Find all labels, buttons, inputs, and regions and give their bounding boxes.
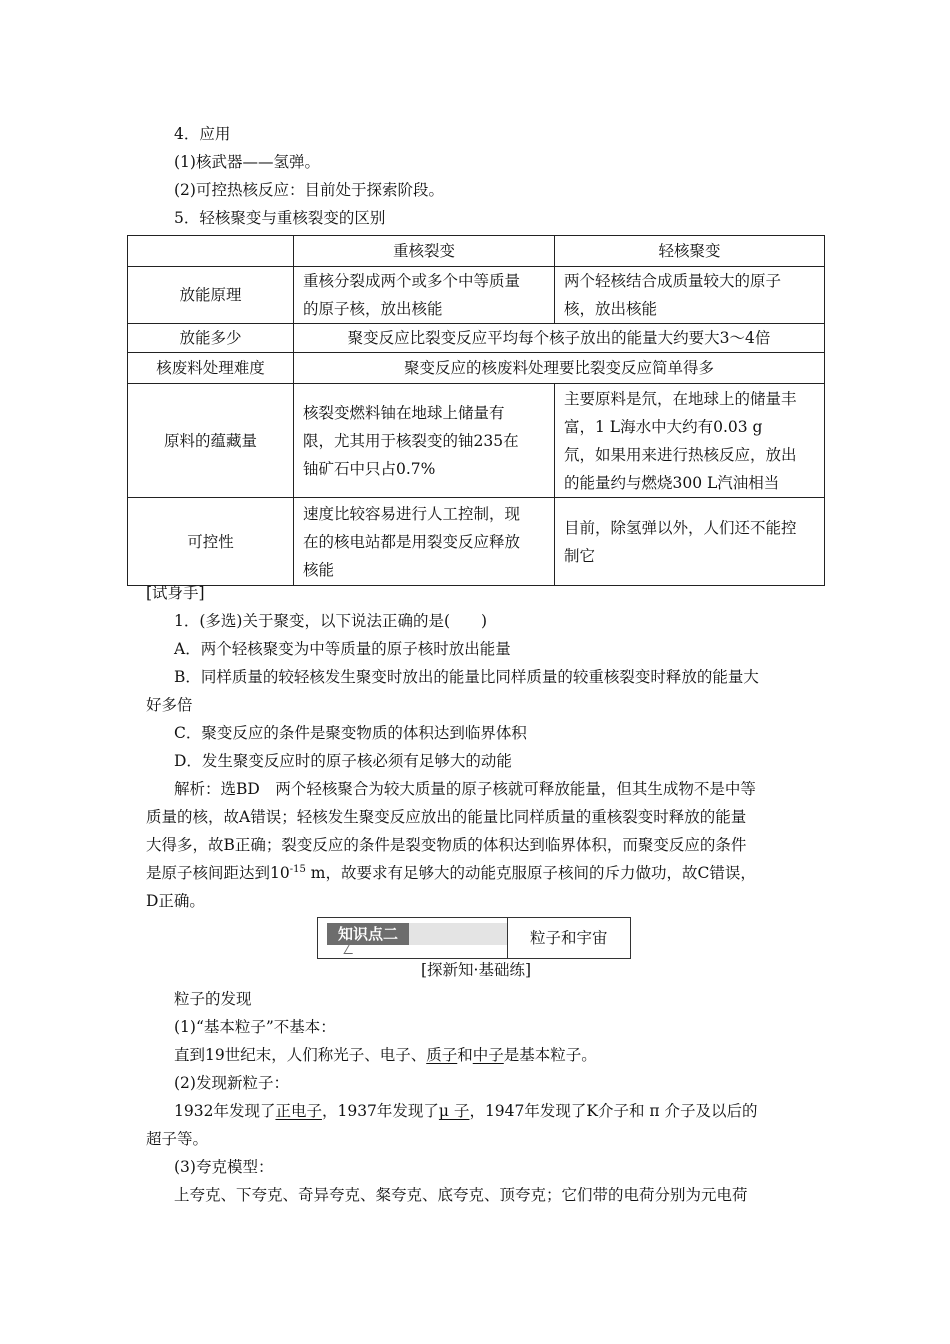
blank-answer: 正电子 xyxy=(275,1102,322,1120)
merged-cell: 聚变反应的核废料处理要比裂变反应简单得多 xyxy=(294,353,825,384)
header-empty-cell xyxy=(128,236,294,267)
table-row xyxy=(128,353,825,384)
exponent: -15 xyxy=(289,863,306,875)
paragraph: 1932年发现了正电子，1937年发现了μ 子，1947年发现了K介子和 π 介子及以后的 xyxy=(174,1102,758,1120)
table-row xyxy=(128,384,825,498)
knowledge-point-tag: 知识点二 xyxy=(327,923,409,945)
blank-answer: 质子 xyxy=(426,1046,458,1064)
question-stem: 1．(多选)关于聚变，以下说法正确的是( ) xyxy=(174,612,488,630)
heading-difference: 5．轻核聚变与重核裂变的区别 xyxy=(174,209,386,227)
paragraph: 上夸克、下夸克、奇异夸克、粲夸克、底夸克、顶夸克；它们带的电荷分别为元电荷 xyxy=(174,1186,748,1204)
analysis-line: D正确。 xyxy=(146,892,205,910)
fission-cell: 速度比较容易进行人工控制，现 在的核电站都是用裂变反应释放 核能 xyxy=(294,498,555,586)
tag-pointer-icon xyxy=(343,945,357,954)
fusion-cell: 主要原料是氘，在地球上的储量丰 富，1 L海水中大约有0.03 g 氘，如果用来进行热核反应，放出 的能量约与燃烧300 L汽油相当 xyxy=(555,384,825,498)
row-label: 放能多少 xyxy=(128,324,294,353)
analysis-line: 大得多，故B正确；裂变反应的条件是裂变物质的体积达到临界体积，而聚变反应的条件 xyxy=(146,836,747,854)
section-heading: 粒子的发现 xyxy=(174,990,252,1008)
table-row xyxy=(128,324,825,353)
fusion-cell: 目前，除氢弹以外，人们还不能控 制它 xyxy=(555,498,825,586)
option-b-continued: 好多倍 xyxy=(146,696,193,714)
subsection-title: (3)夸克模型： xyxy=(174,1158,274,1176)
paragraph: 直到19世纪末，人们称光子、电子、质子和中子是基本粒子。 xyxy=(174,1046,597,1064)
analysis-line: 解析：选BD 两个轻核聚合为较大质量的原子核就可释放能量，但其生成物不是中等 xyxy=(174,780,756,798)
section-subtitle: [探新知·基础练] xyxy=(421,961,532,979)
option-a: A．两个轻核聚变为中等质量的原子核时放出能量 xyxy=(174,640,511,658)
header-fusion: 轻核聚变 xyxy=(555,236,825,267)
table-row xyxy=(128,498,825,586)
exercise-title: [试身手] xyxy=(146,584,205,602)
application-item-2: (2)可控热核反应：目前处于探索阶段。 xyxy=(174,181,444,199)
table-row xyxy=(128,267,825,324)
blank-answer: 中子 xyxy=(472,1046,504,1064)
header-fission: 重核裂变 xyxy=(294,236,555,267)
table-header-row xyxy=(128,236,825,267)
fission-cell: 核裂变燃料铀在地球上储量有 限，尤其用于核裂变的铀235在 铀矿石中只占0.7% xyxy=(294,384,555,498)
fusion-cell: 两个轻核结合成质量较大的原子 核，放出核能 xyxy=(555,267,825,324)
option-d: D．发生聚变反应时的原子核必须有足够大的动能 xyxy=(174,752,512,770)
banner-divider xyxy=(507,918,508,958)
row-label: 放能原理 xyxy=(128,267,294,324)
row-label: 原料的蕴藏量 xyxy=(128,384,294,498)
knowledge-point-banner xyxy=(317,917,631,959)
fission-cell: 重核分裂成两个或多个中等质量 的原子核，放出核能 xyxy=(294,267,555,324)
paragraph-continued: 超子等。 xyxy=(146,1130,209,1148)
subsection-title: (2)发现新粒子： xyxy=(174,1074,289,1092)
row-label: 可控性 xyxy=(128,498,294,586)
heading-application: 4．应用 xyxy=(174,125,231,143)
blank-answer: μ 子 xyxy=(438,1102,470,1120)
analysis-line: 质量的核，故A错误；轻核发生聚变反应放出的能量比同样质量的重核裂变时释放的能量 xyxy=(146,808,747,826)
row-label: 核废料处理难度 xyxy=(128,353,294,384)
knowledge-point-title: 粒子和宇宙 xyxy=(530,929,608,947)
application-item-1: (1)核武器——氢弹。 xyxy=(174,153,320,171)
subsection-title: (1)“基本粒子”不基本： xyxy=(174,1018,336,1036)
comparison-table xyxy=(127,235,825,586)
option-c: C．聚变反应的条件是聚变物质的体积达到临界体积 xyxy=(174,724,527,742)
analysis-line: 是原子核间距达到$10^{-15}$ m，故要求有足够大的动能克服原子核间的斥力做功，故C错误， xyxy=(146,863,756,882)
option-b: B．同样质量的较轻核发生聚变时放出的能量比同样质量的较重核裂变时释放的能量大 xyxy=(174,668,759,686)
tag-shading xyxy=(409,923,507,945)
merged-cell: 聚变反应比裂变反应平均每个核子放出的能量大约要大3～4倍 xyxy=(294,324,825,353)
